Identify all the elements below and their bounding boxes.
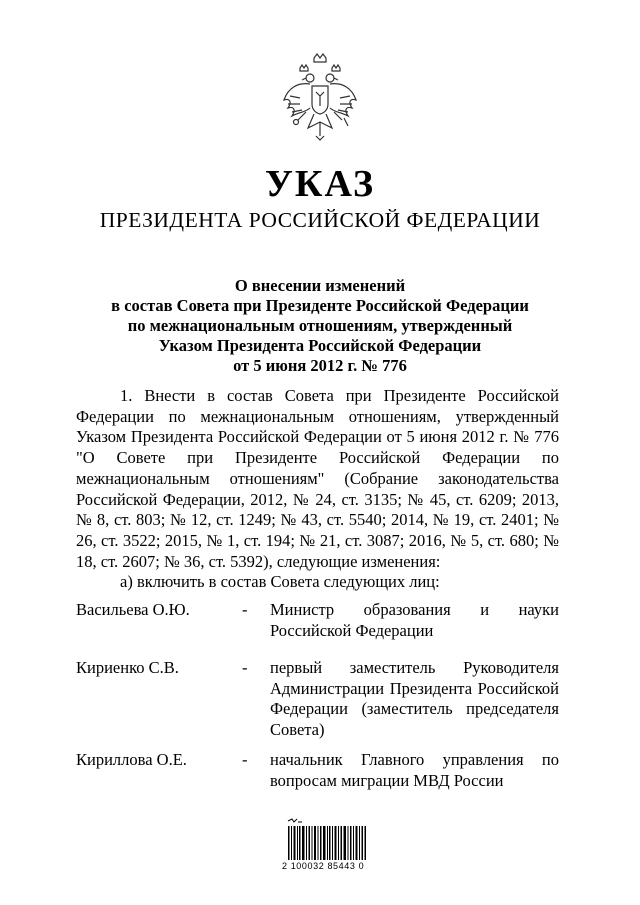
- decree-body: [76, 386, 559, 593]
- decree-heading: [0, 276, 640, 376]
- barcode-icon: [286, 818, 368, 862]
- member-dash: -: [242, 750, 248, 769]
- heading-line: О внесении изменений: [234, 276, 406, 295]
- heading-line: от 5 июня 2012 г. № 776: [233, 356, 407, 375]
- member-name: Кириенко С.В.: [76, 658, 179, 677]
- state-emblem-icon: [280, 52, 360, 142]
- heading-line: по межнациональным отношениям, утвержденный: [127, 316, 513, 335]
- document-subtitle: ПРЕЗИДЕНТА РОССИЙСКОЙ ФЕДЕРАЦИИ: [99, 208, 541, 232]
- document-title: УКАЗ: [265, 163, 375, 205]
- member-dash: -: [242, 600, 248, 619]
- barcode-number: 2 100032 85443 0: [282, 861, 365, 871]
- subparagraph-a: а) включить в состав Совета следующих лиц:: [120, 572, 440, 592]
- member-dash: -: [242, 658, 248, 677]
- member-name: Кириллова О.Е.: [76, 750, 187, 769]
- member-role: Министр образования и науки Российской Федерации: [270, 600, 559, 640]
- heading-line: Указом Президента Российской Федерации: [158, 336, 482, 355]
- heading-line: в состав Совета при Президенте Российской Федерации: [111, 296, 529, 315]
- member-name: Васильева О.Ю.: [76, 600, 190, 619]
- member-role: начальник Главного управления по вопросам миграции МВД России: [270, 750, 559, 790]
- paragraph-1: 1. Внести в состав Совета при Президенте Российской Федерации по межнациональным отношениям, утвержденный Указом Президента Российской Федерации от 5 июня 2012 г. № 776 "О Совете при Президенте Российской Федерации по межнациональным отношениям" (Собрание законодательства Российской Федерации, 2012, № 24, ст. 3135; № 45, ст. 6209; 2013, № 8, ст. 803; № 12, ст. 1249; № 43, ст. 5540; 2014, № 19, ст. 2401; № 26, ст. 3522; 2015, № 1, ст. 194; № 21, ст. 3087; 2016, № 5, ст. 680; № 18, ст. 2607; № 36, ст. 5392), следующие изменения:: [76, 386, 559, 571]
- member-role: первый заместитель Руководителя Администрации Президента Российской Федерации (заместитель председателя Совета): [270, 658, 559, 740]
